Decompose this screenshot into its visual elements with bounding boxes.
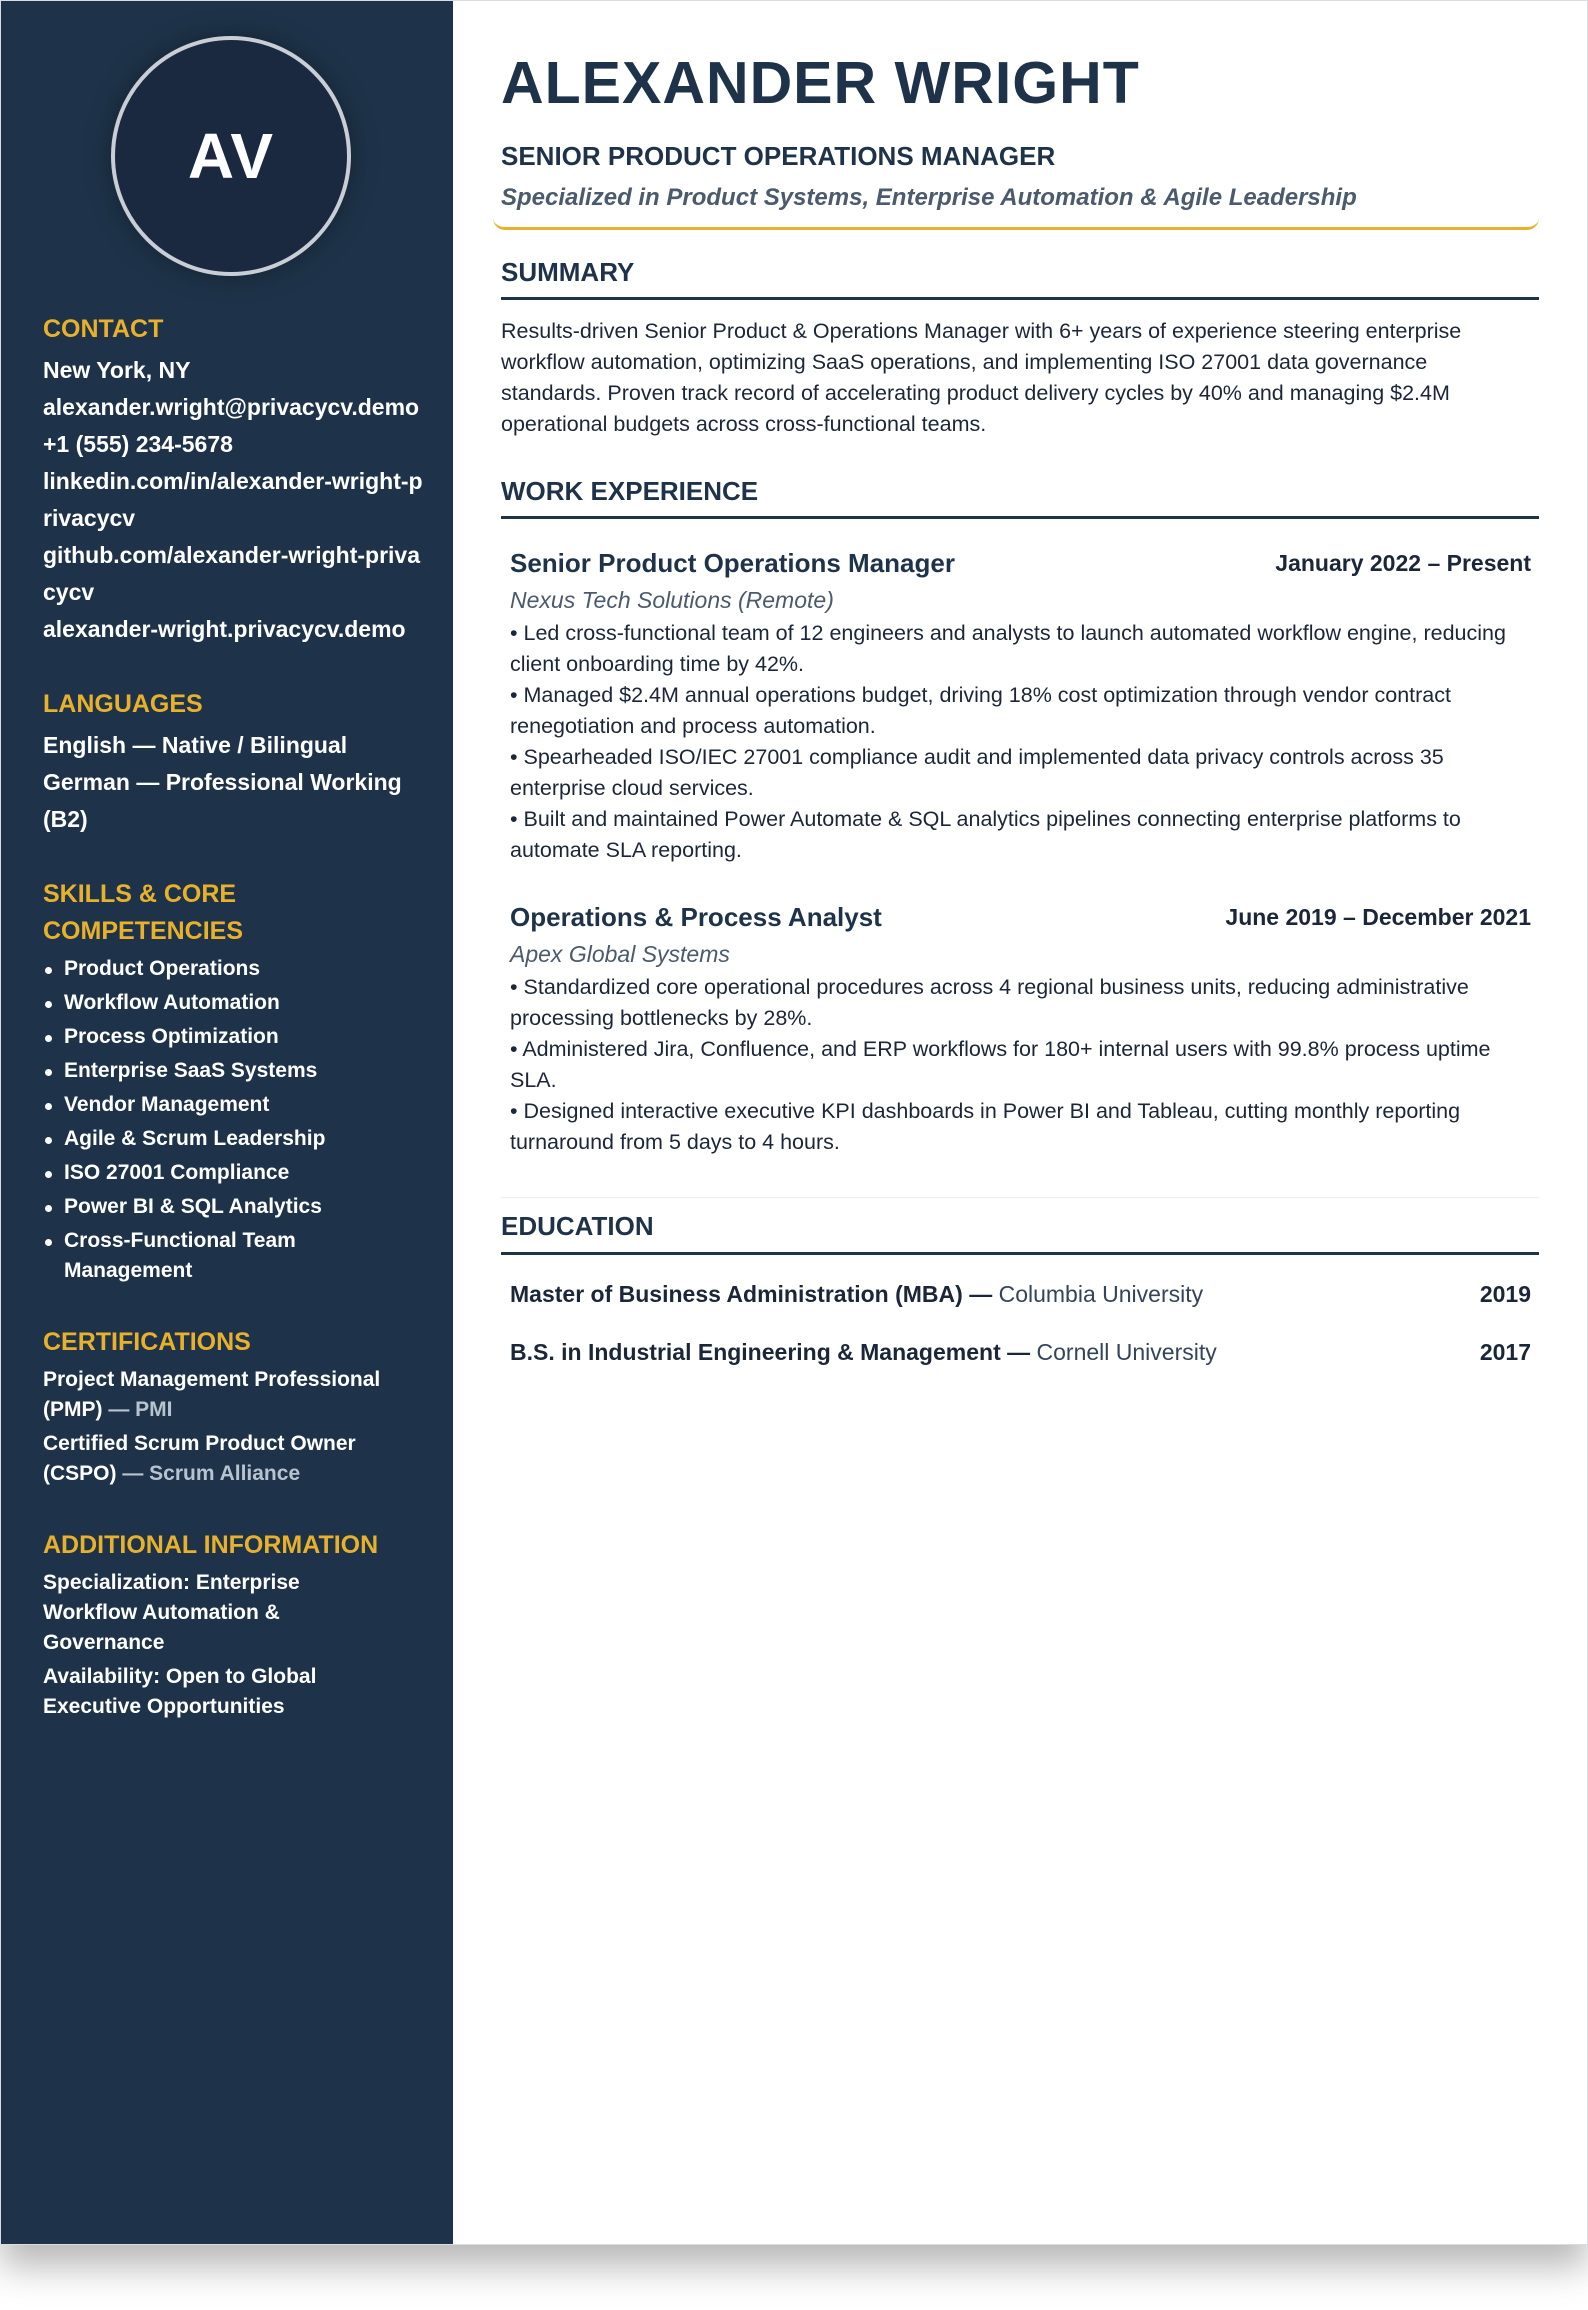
contact-section bbox=[43, 311, 423, 648]
certification-separator: — bbox=[102, 1398, 136, 1421]
contact-email[interactable]: alexander.wright@privacycv.demo bbox=[43, 394, 420, 420]
education-degree: B.S. in Industrial Engineering & Management bbox=[510, 1339, 1001, 1365]
education-year: 2019 bbox=[1479, 1281, 1531, 1307]
skill-item: Enterprise SaaS Systems bbox=[43, 1056, 423, 1086]
avatar: AV bbox=[111, 36, 351, 276]
header-divider bbox=[493, 213, 1539, 230]
additional-info-item: Availability: Open to Global Executive Opportunities bbox=[43, 1665, 317, 1718]
certification-separator: — bbox=[116, 1462, 150, 1485]
job-entry bbox=[510, 548, 1530, 866]
language-item: English — Native / Bilingual bbox=[43, 732, 348, 758]
languages-heading: LANGUAGES bbox=[43, 690, 203, 718]
job-bullet: • Standardized core operational procedures across 4 regional business units, reducing administrative processing bottlenecks by 28%. bbox=[510, 975, 1469, 1030]
experience-heading: WORK EXPERIENCE bbox=[501, 476, 759, 506]
additional-info-section bbox=[43, 1527, 423, 1722]
certification-item bbox=[43, 1429, 413, 1489]
skill-item: Vendor Management bbox=[43, 1090, 423, 1120]
skill-item: Process Optimization bbox=[43, 1022, 423, 1052]
sidebar-content bbox=[43, 311, 423, 1760]
job-company: Nexus Tech Solutions (Remote) bbox=[510, 587, 834, 613]
skills-section bbox=[43, 876, 423, 1286]
sidebar bbox=[1, 1, 453, 2244]
skill-item: Cross-Functional Team Management bbox=[43, 1226, 334, 1286]
education-entry bbox=[510, 1281, 1530, 1317]
certifications-heading: CERTIFICATIONS bbox=[43, 1328, 251, 1356]
skills-list bbox=[43, 954, 423, 1286]
skill-item: Product Operations bbox=[43, 954, 423, 984]
job-bullet: • Built and maintained Power Automate & SQL analytics pipelines connecting enterprise platforms to automate SLA reporting. bbox=[510, 807, 1461, 862]
education-year: 2017 bbox=[1479, 1339, 1531, 1365]
additional-info-item: Specialization: Enterprise Workflow Automation & Governance bbox=[43, 1571, 300, 1654]
education-degree: Master of Business Administration (MBA) bbox=[510, 1281, 963, 1307]
education-divider bbox=[501, 1252, 1539, 1255]
contact-website[interactable]: alexander-wright.privacycv.demo bbox=[43, 616, 406, 642]
education-entry bbox=[510, 1339, 1530, 1375]
job-company: Apex Global Systems bbox=[510, 941, 730, 967]
certification-item bbox=[43, 1365, 413, 1425]
job-title: Operations & Process Analyst bbox=[510, 902, 882, 932]
job-bullet: • Spearheaded ISO/IEC 27001 compliance audit and implemented data privacy controls across 35 enterprise cloud services. bbox=[510, 745, 1444, 800]
summary-text: Results-driven Senior Product & Operations Manager with 6+ years of experience steering enterprise workflow automation, optimizing SaaS operations, and implementing ISO 27001 data governance standards. Proven track record of accelerating product delivery cycles by 40% and managing $2.4M operational budgets across cross-functional teams. bbox=[501, 319, 1462, 436]
contact-phone[interactable]: +1 (555) 234-5678 bbox=[43, 431, 233, 457]
education-school: Cornell University bbox=[1036, 1339, 1217, 1365]
skill-item: Power BI & SQL Analytics bbox=[43, 1192, 423, 1222]
languages-section bbox=[43, 686, 423, 838]
job-bullet: • Led cross-functional team of 12 engineers and analysts to launch automated workflow engine, reducing client onboarding time by 42%. bbox=[510, 621, 1506, 676]
candidate-specialization: Specialized in Product Systems, Enterprise Automation & Agile Leadership bbox=[501, 184, 1357, 211]
skill-item: ISO 27001 Compliance bbox=[43, 1158, 423, 1188]
education-heading: EDUCATION bbox=[501, 1211, 654, 1241]
contact-heading: CONTACT bbox=[43, 315, 164, 343]
education-separator: — bbox=[1000, 1339, 1037, 1365]
education-school: Columbia University bbox=[998, 1281, 1204, 1307]
skill-item: Workflow Automation bbox=[43, 988, 423, 1018]
job-bullet: • Managed $2.4M annual operations budget, driving 18% cost optimization through vendor contract renegotiation and process automation. bbox=[510, 683, 1451, 738]
contact-location: New York, NY bbox=[43, 357, 191, 383]
job-bullet: • Administered Jira, Confluence, and ERP workflows for 180+ internal users with 99.8% process uptime SLA. bbox=[510, 1037, 1491, 1092]
skill-item: Agile & Scrum Leadership bbox=[43, 1124, 423, 1154]
education-separator: — bbox=[962, 1281, 999, 1307]
candidate-role: SENIOR PRODUCT OPERATIONS MANAGER bbox=[501, 141, 1056, 171]
experience-divider bbox=[501, 516, 1539, 519]
certification-name: Project Management Professional (PMP) bbox=[43, 1368, 381, 1421]
certification-name: Certified Scrum Product Owner (CSPO) bbox=[43, 1432, 356, 1485]
contact-linkedin[interactable]: linkedin.com/in/alexander-wright-privacycv bbox=[43, 468, 423, 531]
job-dates: January 2022 – Present bbox=[1275, 550, 1531, 576]
job-title: Senior Product Operations Manager bbox=[510, 548, 955, 578]
job-dates: June 2019 – December 2021 bbox=[1225, 904, 1531, 930]
language-item: German — Professional Working (B2) bbox=[43, 769, 402, 832]
contact-github[interactable]: github.com/alexander-wright-privacycv bbox=[43, 542, 420, 605]
candidate-name: ALEXANDER WRIGHT bbox=[501, 50, 1140, 116]
certifications-section bbox=[43, 1324, 423, 1489]
summary-divider bbox=[501, 297, 1539, 300]
skills-heading: SKILLS & CORE COMPETENCIES bbox=[43, 880, 244, 945]
summary-heading: SUMMARY bbox=[501, 257, 635, 287]
certification-org: PMI bbox=[135, 1398, 173, 1421]
job-bullet: • Designed interactive executive KPI dashboards in Power BI and Tableau, cutting monthly reporting turnaround from 5 days to 4 hours. bbox=[510, 1099, 1461, 1154]
section-separator bbox=[501, 1197, 1539, 1198]
job-entry bbox=[510, 902, 1530, 1158]
additional-info-heading: ADDITIONAL INFORMATION bbox=[43, 1531, 379, 1559]
certification-org: Scrum Alliance bbox=[149, 1462, 301, 1485]
